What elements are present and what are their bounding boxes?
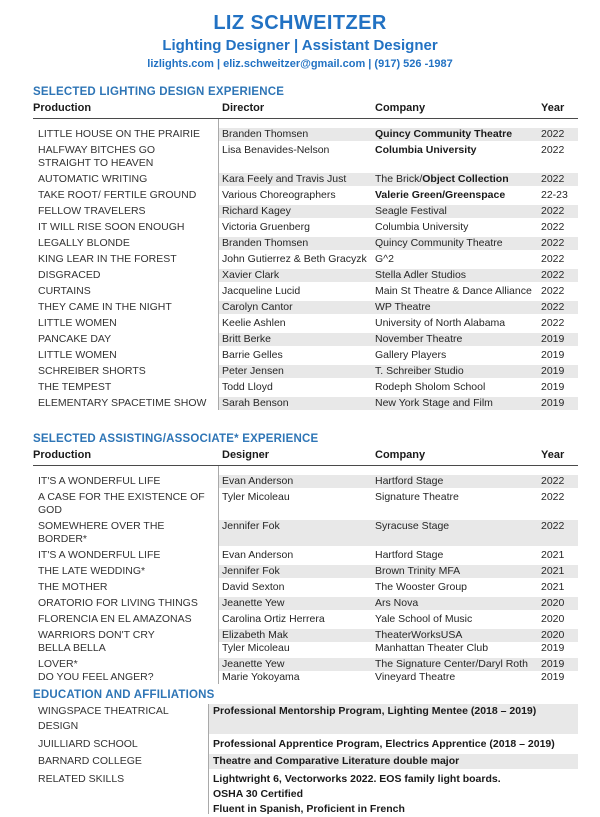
assisting-column-headers: [33, 448, 578, 466]
company-cell: [375, 128, 541, 141]
row-details: [218, 613, 578, 626]
education-value: [208, 704, 578, 734]
company-regular-text: G^2: [375, 253, 394, 265]
company-cell: [375, 253, 541, 266]
company-bold-text: Valerie Green/Greenspace: [375, 189, 506, 201]
table-row: [33, 671, 578, 684]
education-value-line: Professional Apprentice Program, Electrics Apprentice (2018 – 2019): [213, 737, 555, 750]
company-bold-text: Object Collection: [422, 173, 509, 185]
year-cell: 2022: [541, 128, 565, 140]
column-header-production: Production: [33, 449, 92, 461]
company-cell: [375, 642, 541, 655]
year-cell: 2019: [541, 333, 565, 345]
year-cell: 22-23: [541, 189, 568, 201]
table-row: [33, 397, 578, 410]
year-cell: 2021: [541, 565, 565, 577]
production-cell: FELLOW TRAVELERS: [38, 205, 146, 217]
company-cell: [375, 397, 541, 410]
company-regular-text: Brown Trinity MFA: [375, 565, 461, 577]
row-details: [218, 658, 578, 671]
row-details: [218, 549, 578, 562]
person-job-titles: Lighting Designer | Assistant Designer: [162, 37, 438, 54]
production-cell: DISGRACED: [38, 269, 101, 281]
row-details: [218, 565, 578, 578]
person-cell: Keelie Ashlen: [222, 317, 286, 329]
education-value: [208, 754, 578, 769]
row-details: [218, 349, 578, 362]
row-details: [218, 205, 578, 218]
table-row: [33, 565, 578, 578]
row-details: [218, 365, 578, 378]
column-header-director: Director: [222, 102, 265, 114]
table-row: [33, 613, 578, 626]
education-label: WINGSPACE THEATRICAL DESIGN: [38, 705, 169, 732]
company-cell: [375, 491, 541, 504]
company-cell: [375, 671, 541, 684]
company-cell: [375, 629, 541, 642]
company-regular-text: T. Schreiber Studio: [375, 365, 464, 377]
company-cell: [375, 658, 541, 671]
company-cell: [375, 333, 541, 346]
person-cell: Peter Jensen: [222, 365, 284, 377]
person-cell: Xavier Clark: [222, 269, 280, 281]
row-details: [218, 475, 578, 488]
table-row: [33, 491, 578, 517]
row-details: [218, 381, 578, 394]
year-cell: 2022: [541, 237, 565, 249]
company-regular-text: Hartford Stage: [375, 475, 444, 487]
company-regular-text: Ars Nova: [375, 597, 419, 609]
company-regular-text: Columbia University: [375, 221, 469, 233]
year-cell: 2022: [541, 475, 565, 487]
production-cell: IT WILL RISE SOON ENOUGH: [38, 221, 185, 233]
production-cell: KING LEAR IN THE FOREST: [38, 253, 177, 265]
column-header-year: Year: [541, 102, 565, 114]
company-cell: [375, 189, 541, 202]
company-cell: [375, 349, 541, 362]
production-cell: THE MOTHER: [38, 581, 108, 593]
production-cell: LEGALLY BLONDE: [38, 237, 130, 249]
table-row: [33, 597, 578, 610]
section-title-education: EDUCATION AND AFFILIATIONS: [33, 689, 215, 701]
row-details: [218, 269, 578, 282]
education-row: [33, 772, 578, 817]
production-cell: SCHREIBER SHORTS: [38, 365, 146, 377]
person-cell: Carolyn Cantor: [222, 301, 293, 313]
design-column-headers: [33, 101, 578, 119]
company-regular-text: Gallery Players: [375, 349, 447, 361]
table-row: [33, 549, 578, 562]
company-cell: [375, 144, 541, 157]
company-regular-text: Syracuse Stage: [375, 520, 450, 532]
person-cell: Jeanette Yew: [222, 597, 285, 609]
person-cell: Barrie Gelles: [222, 349, 283, 361]
person-cell: Lisa Benavides-Nelson: [222, 144, 330, 156]
table-row: [33, 520, 578, 546]
company-regular-text: Yale School of Music: [375, 613, 473, 625]
company-cell: [375, 613, 541, 626]
table-row: [33, 317, 578, 330]
table-row: [33, 381, 578, 394]
production-cell: CURTAINS: [38, 285, 91, 297]
company-cell: [375, 365, 541, 378]
year-cell: 2020: [541, 629, 565, 641]
production-cell: THEY CAME IN THE NIGHT: [38, 301, 172, 313]
year-cell: 2022: [541, 144, 565, 156]
contact-line: lizlights.com | eliz.schweitzer@gmail.com | (917) 526 -1987: [147, 58, 453, 70]
table-row: [33, 658, 578, 671]
education-value-line: Theatre and Comparative Literature double major: [213, 755, 460, 767]
person-cell: Kara Feely and Travis Just: [222, 173, 347, 185]
row-details: [218, 189, 578, 202]
section-education-affiliations: [33, 688, 578, 817]
assisting-experience-table: [33, 475, 578, 684]
person-cell: Evan Anderson: [222, 549, 294, 561]
section-title-assisting: SELECTED ASSISTING/ASSOCIATE* EXPERIENCE: [33, 433, 319, 445]
person-cell: Tyler Micoleau: [222, 491, 290, 503]
table-row: [33, 221, 578, 234]
person-cell: Todd Lloyd: [222, 381, 273, 393]
year-cell: 2022: [541, 285, 565, 297]
production-cell: SOMEWHERE OVER THE BORDER*: [38, 520, 165, 545]
row-details: [218, 173, 578, 186]
education-value-line: Lightwright 6, Vectorworks 2022. EOS family light boards.: [213, 772, 501, 785]
person-cell: Jeanette Yew: [222, 658, 285, 670]
education-row: [33, 704, 578, 734]
row-details: [218, 397, 578, 410]
education-value-line: Fluent in Spanish, Proficient in French: [213, 802, 405, 815]
row-details: [218, 144, 578, 170]
education-row: [33, 737, 578, 752]
company-cell: [375, 237, 541, 250]
company-cell: [375, 205, 541, 218]
production-cell: THE TEMPEST: [38, 381, 112, 393]
table-row: [33, 144, 578, 170]
design-experience-table: [33, 128, 578, 410]
company-cell: [375, 565, 541, 578]
year-cell: 2019: [541, 658, 565, 670]
year-cell: 2022: [541, 269, 565, 281]
company-cell: [375, 221, 541, 234]
person-cell: Carolina Ortiz Herrera: [222, 613, 325, 625]
table-row: [33, 581, 578, 594]
company-cell: [375, 317, 541, 330]
education-value: [208, 772, 578, 817]
table-row: [33, 269, 578, 282]
person-cell: John Gutierrez & Beth Gracyzk: [222, 253, 367, 265]
year-cell: 2022: [541, 221, 565, 233]
company-regular-text: The Signature Center/Daryl Roth: [375, 658, 528, 670]
person-cell: Britt Berke: [222, 333, 272, 345]
production-cell: LITTLE WOMEN: [38, 317, 117, 329]
education-value: [208, 737, 578, 752]
row-details: [218, 301, 578, 314]
year-cell: 2021: [541, 549, 565, 561]
row-details: [218, 491, 578, 517]
section-assisting-experience: [33, 432, 578, 684]
table-row: [33, 189, 578, 202]
person-cell: Elizabeth Mak: [222, 629, 288, 641]
table-row: [33, 642, 578, 655]
year-cell: 2019: [541, 397, 565, 409]
company-regular-text: New York Stage and Film: [375, 397, 493, 409]
row-details: [218, 253, 578, 266]
company-regular-text: Signature Theatre: [375, 491, 459, 503]
company-regular-text: November Theatre: [375, 333, 463, 345]
table-row: [33, 365, 578, 378]
table-row: [33, 128, 578, 141]
table-row: [33, 349, 578, 362]
company-cell: [375, 520, 541, 533]
person-cell: Marie Yokoyama: [222, 671, 300, 683]
production-cell: BELLA BELLA: [38, 642, 106, 654]
table-row: [33, 237, 578, 250]
person-cell: Sarah Benson: [222, 397, 289, 409]
year-cell: 2022: [541, 317, 565, 329]
person-cell: Evan Anderson: [222, 475, 294, 487]
company-cell: [375, 581, 541, 594]
row-details: [218, 317, 578, 330]
column-header-year: Year: [541, 449, 565, 461]
production-cell: IT'S A WONDERFUL LIFE: [38, 475, 161, 487]
person-cell: Various Choreographers: [222, 189, 336, 201]
row-details: [218, 128, 578, 141]
year-cell: 2022: [541, 491, 565, 503]
year-cell: 2020: [541, 597, 565, 609]
table-row: [33, 205, 578, 218]
row-details: [218, 642, 578, 655]
education-table: [33, 704, 578, 817]
row-details: [218, 221, 578, 234]
education-row: [33, 754, 578, 769]
production-cell: PANCAKE DAY: [38, 333, 112, 345]
production-cell: ORATORIO FOR LIVING THINGS: [38, 597, 198, 609]
person-cell: Branden Thomsen: [222, 128, 309, 140]
row-details: [218, 671, 578, 684]
table-row: [33, 301, 578, 314]
company-regular-text: University of North Alabama: [375, 317, 506, 329]
company-regular-text: Stella Adler Studios: [375, 269, 467, 281]
company-bold-text: Columbia University: [375, 144, 477, 156]
person-cell: Branden Thomsen: [222, 237, 309, 249]
person-cell: Victoria Gruenberg: [222, 221, 310, 233]
column-header-production: Production: [33, 102, 92, 114]
table-row: [33, 173, 578, 186]
company-regular-text: Quincy Community Theatre: [375, 237, 503, 249]
production-cell: ELEMENTARY SPACETIME SHOW: [38, 397, 207, 409]
person-cell: Richard Kagey: [222, 205, 291, 217]
year-cell: 2019: [541, 365, 565, 377]
year-cell: 2022: [541, 173, 565, 185]
company-regular-text: Vineyard Theatre: [375, 671, 456, 683]
education-value-line: OSHA 30 Certified: [213, 787, 304, 800]
table-row: [33, 285, 578, 298]
row-details: [218, 285, 578, 298]
row-details: [218, 629, 578, 642]
table-row: [33, 629, 578, 642]
row-details: [218, 581, 578, 594]
person-cell: Jennifer Fok: [222, 565, 280, 577]
person-cell: Jennifer Fok: [222, 520, 280, 532]
person-cell: Jacqueline Lucid: [222, 285, 301, 297]
row-details: [218, 597, 578, 610]
company-regular-text: Main St Theatre & Dance Alliance: [375, 285, 532, 297]
production-cell: THE LATE WEDDING*: [38, 565, 146, 577]
company-cell: [375, 381, 541, 394]
company-bold-text: Quincy Community Theatre: [375, 128, 513, 140]
company-cell: [375, 173, 541, 186]
column-header-company: Company: [375, 449, 426, 461]
year-cell: 2022: [541, 301, 565, 313]
table-row: [33, 475, 578, 488]
year-cell: 2019: [541, 671, 565, 683]
company-regular-text: The Wooster Group: [375, 581, 468, 593]
row-details: [218, 237, 578, 250]
table-row: [33, 253, 578, 266]
company-regular-text: TheaterWorksUSA: [375, 629, 463, 641]
company-regular-text: Manhattan Theater Club: [375, 642, 489, 654]
company-regular-text: Seagle Festival: [375, 205, 447, 217]
production-cell: DO YOU FEEL ANGER?: [38, 671, 154, 683]
row-details: [218, 333, 578, 346]
section-lighting-design-experience: [33, 85, 578, 410]
year-cell: 2019: [541, 381, 565, 393]
year-cell: 2022: [541, 253, 565, 265]
company-regular-text: The Brick/: [375, 173, 423, 185]
resume-header: [22, 12, 578, 71]
year-cell: 2019: [541, 349, 565, 361]
production-cell: WARRIORS DON'T CRY: [38, 629, 155, 641]
company-regular-text: Hartford Stage: [375, 549, 444, 561]
person-name: LIZ SCHWEITZER: [213, 12, 387, 34]
production-cell: LITTLE HOUSE ON THE PRAIRIE: [38, 128, 201, 140]
production-cell: LOVER*: [38, 658, 78, 670]
production-cell: TAKE ROOT/ FERTILE GROUND: [38, 189, 197, 201]
production-cell: HALFWAY BITCHES GO STRAIGHT TO HEAVEN: [38, 144, 156, 169]
company-cell: [375, 285, 541, 298]
company-regular-text: WP Theatre: [375, 301, 431, 313]
company-regular-text: Rodeph Sholom School: [375, 381, 486, 393]
year-cell: 2022: [541, 520, 565, 532]
company-cell: [375, 475, 541, 488]
education-label: RELATED SKILLS: [38, 772, 125, 785]
company-cell: [375, 597, 541, 610]
production-cell: A CASE FOR THE EXISTENCE OF GOD: [38, 491, 205, 516]
section-title-design: SELECTED LIGHTING DESIGN EXPERIENCE: [33, 86, 285, 98]
production-cell: LITTLE WOMEN: [38, 349, 117, 361]
row-details: [218, 520, 578, 546]
company-cell: [375, 549, 541, 562]
production-cell: IT'S A WONDERFUL LIFE: [38, 549, 161, 561]
education-label: JUILLIARD SCHOOL: [38, 737, 138, 750]
production-cell: FLORENCIA EN EL AMAZONAS: [38, 613, 192, 625]
education-value-line: Professional Mentorship Program, Lighting Mentee (2018 – 2019): [213, 705, 537, 717]
education-label: BARNARD COLLEGE: [38, 755, 142, 767]
year-cell: 2020: [541, 613, 565, 625]
production-cell: AUTOMATIC WRITING: [38, 173, 148, 185]
company-cell: [375, 269, 541, 282]
year-cell: 2019: [541, 642, 565, 654]
column-header-designer: Designer: [222, 449, 270, 461]
person-cell: David Sexton: [222, 581, 285, 593]
column-header-company: Company: [375, 102, 426, 114]
person-cell: Tyler Micoleau: [222, 642, 290, 654]
table-row: [33, 333, 578, 346]
year-cell: 2021: [541, 581, 565, 593]
year-cell: 2022: [541, 205, 565, 217]
company-cell: [375, 301, 541, 314]
